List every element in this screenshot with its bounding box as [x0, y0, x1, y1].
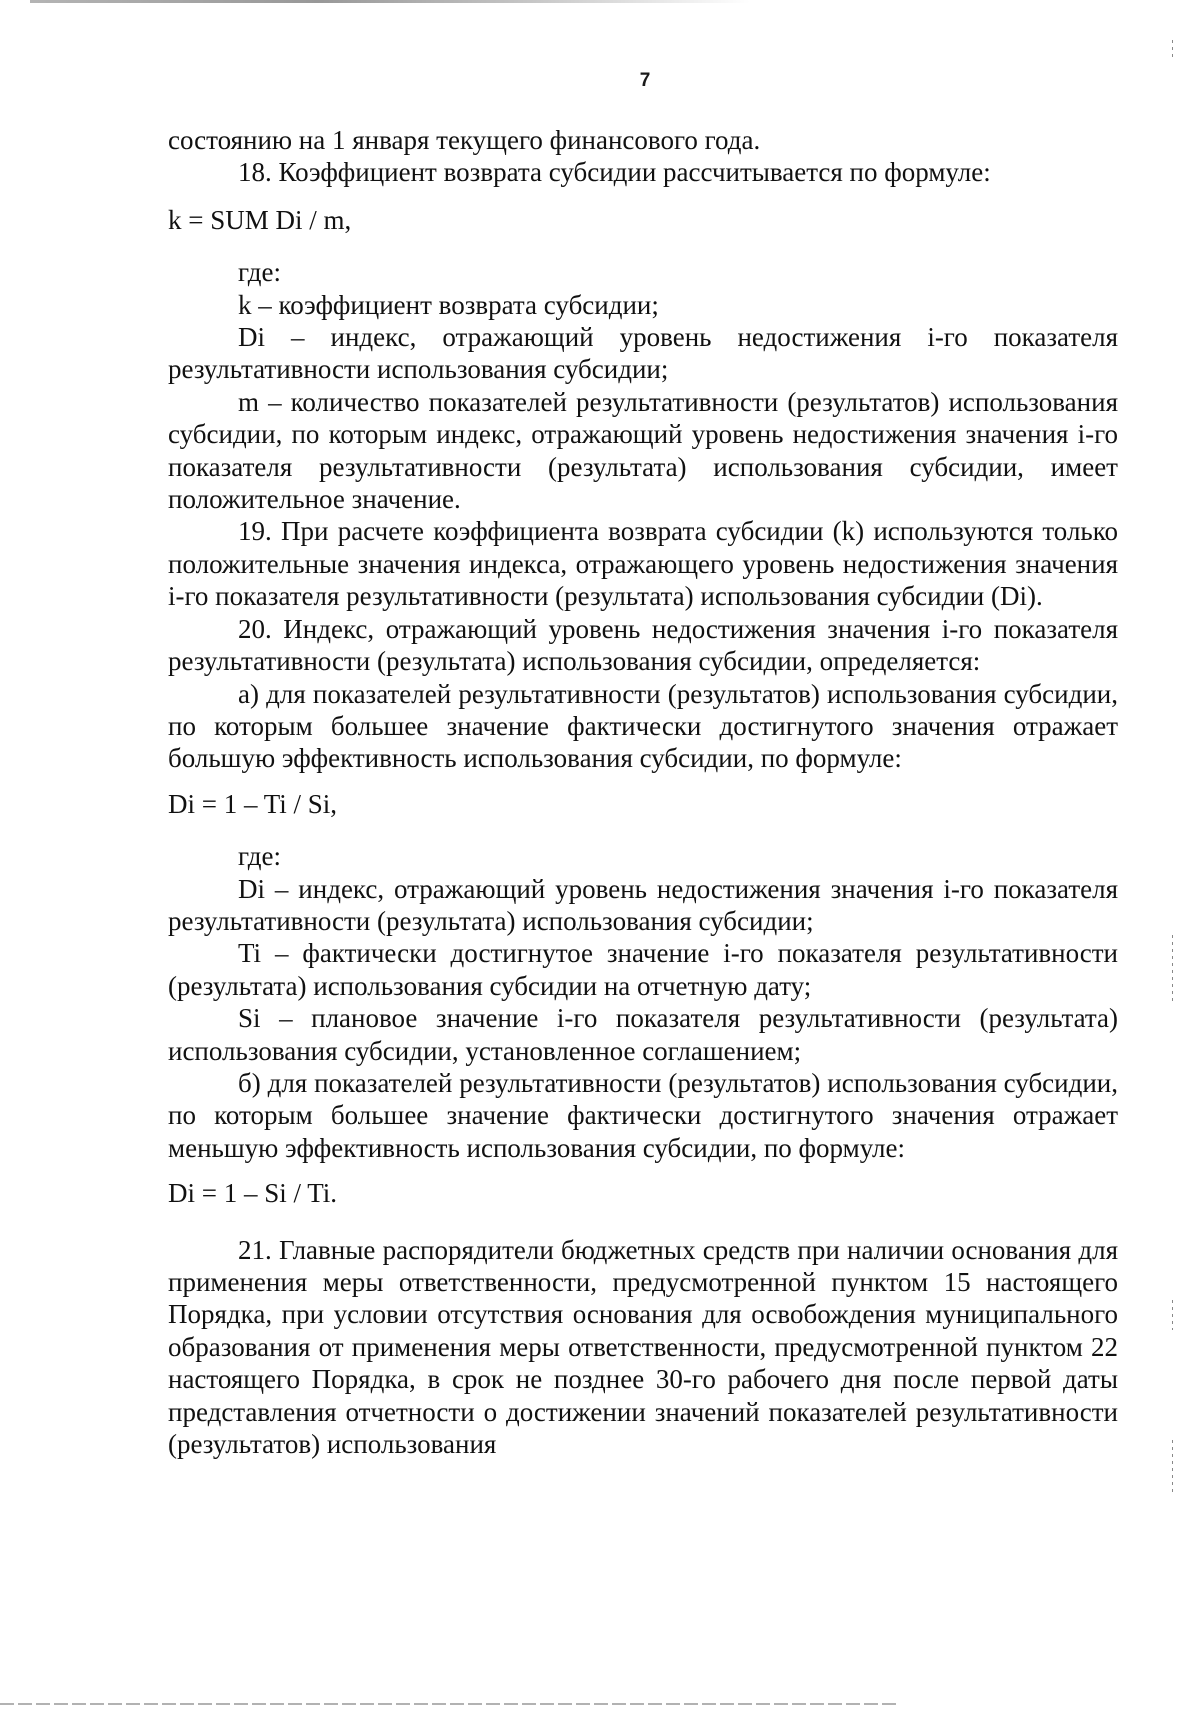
definition-k: k – коэффициент возврата субсидии;: [238, 289, 659, 320]
definition-ti: Ti – фактически достигнутое значение i-го показателя результативности (результата) использования субсидии на отчетную дату;: [168, 938, 1118, 1001]
paragraph-19: 19. При расчете коэффициента возврата субсидии (k) используются только положительные значения индекса, отражающего уровень недостижения значения i-го показателя результативности (результата) использования субсидии (Di).: [168, 516, 1118, 612]
definition-si: Si – плановое значение i-го показателя результативности (результата) использования субсидии, установленное соглашением;: [168, 1003, 1118, 1066]
paragraph-20a: а) для показателей результативности (результатов) использования субсидии, по которым большее значение фактически достигнутого значения отражает большую эффективность использования субсидии, по формуле:: [168, 678, 1118, 774]
scan-mark-right: [1172, 1300, 1173, 1330]
document-body: [168, 124, 1118, 1460]
where-label: где:: [238, 257, 281, 288]
scan-mark-right: [1172, 935, 1173, 1005]
definition-di: Di – индекс, отражающий уровень недостижения i-го показателя результативности использования субсидии;: [168, 322, 1118, 385]
formula-di-ti-si: Di = 1 – Ti / Si,: [168, 788, 338, 819]
scan-edge-top: [30, 0, 750, 3]
definition-m: m – количество показателей результативности (результатов) использования субсидии, по которым индекс, отражающий уровень недостижения значения i-го показателя результативности (результата) использования субсидии, имеет положительное значение.: [168, 386, 1118, 515]
scan-mark-right: [1172, 40, 1173, 58]
formula-return-coefficient: k = SUM Di / m,: [168, 204, 352, 235]
page-number: 7: [639, 70, 651, 91]
paragraph-20: 20. Индекс, отражающий уровень недостижения значения i-го показателя результативности (результата) использования субсидии, определяется:: [168, 613, 1118, 677]
where-label: где:: [238, 841, 281, 872]
paragraph-21: 21. Главные распорядители бюджетных средств при наличии основания для применения меры ответственности, предусмотренной пунктом 15 настоящего Порядка, при условии отсутствия основания для освобождения муниципального образования от применения меры ответственности, предусмотренной пунктом 22 настоящего Порядка, в срок не позднее 30-го рабочего дня после первой даты представления отчетности о достижении значений показателей результативности (результатов) использования: [168, 1234, 1118, 1460]
paragraph-continuation: состоянию на 1 января текущего финансового года.: [168, 125, 761, 155]
formula-di-si-ti: Di = 1 – Si / Ti.: [168, 1178, 338, 1209]
definition-di: Di – индекс, отражающий уровень недостижения значения i-го показателя результативности (результата) использования субсидии;: [168, 873, 1118, 936]
scan-mark-right: [1172, 1440, 1173, 1495]
paragraph-18: 18. Коэффициент возврата субсидии рассчитывается по формуле:: [238, 157, 991, 188]
scan-edge-bottom: [0, 1703, 900, 1705]
paragraph-20b: б) для показателей результативности (результатов) использования субсидии, по которым большее значение фактически достигнутого значения отражает меньшую эффективность использования субсидии, по формуле:: [168, 1067, 1118, 1163]
